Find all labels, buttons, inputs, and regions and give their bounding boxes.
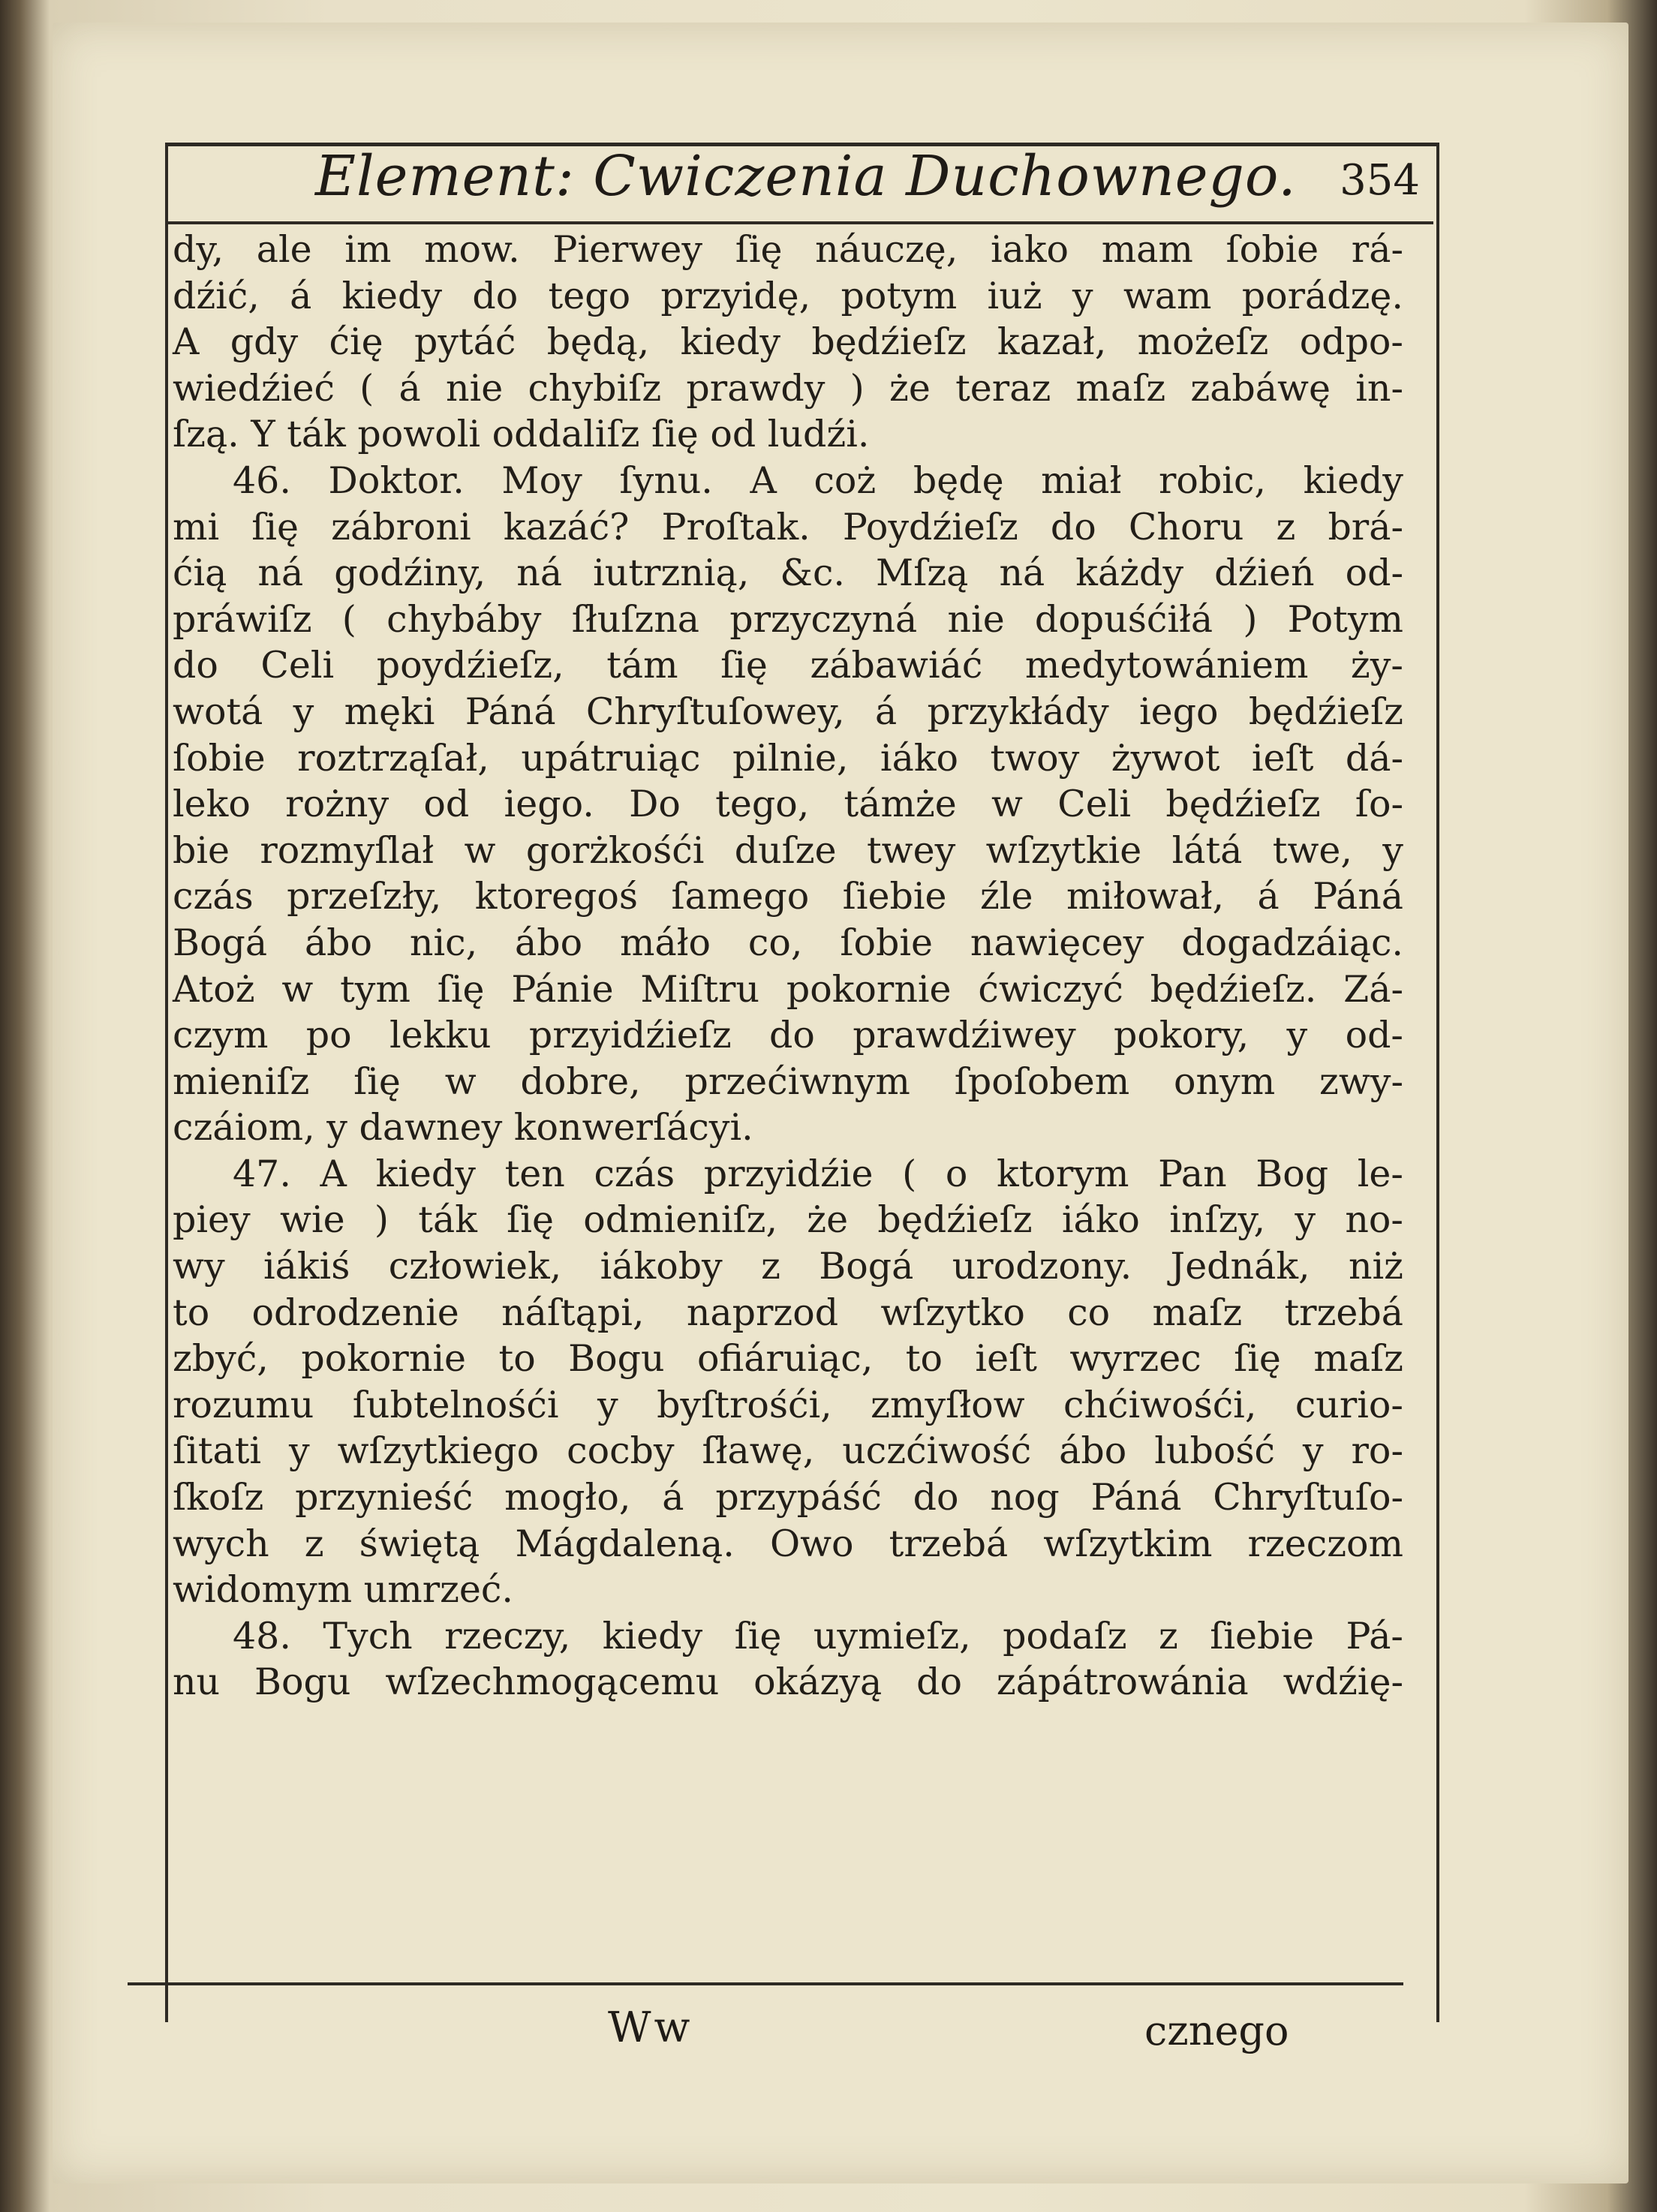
text-line: 46. Doktor. Moy ſynu. A coż będę miał robic, kiedy: [233, 458, 1403, 502]
text-line: wotá y męki Páná Chryſtuſowey, á przykłády iego będźieſz: [173, 690, 1403, 733]
text-line: zbyć, pokornie to Bogu ofiáruiąc, to ieſt wyrzec ſię maſz: [173, 1337, 1403, 1381]
text-line: wych z świętą Mágdaleną. Owo trzebá wſzytkim rzeczom: [173, 1522, 1403, 1565]
text-line: dźić, á kiedy do tego przyidę, potym iuż y wam porádzę.: [173, 274, 1403, 317]
body-text: [173, 227, 1403, 1706]
bottom-rule: [128, 1982, 1403, 1985]
text-line: ſkoſz przynieść mogło, á przypáść do nog Páná Chryſtuſo-: [173, 1476, 1403, 1519]
text-line: piey wie ) ták ſię odmieniſz, że będźieſz iáko inſzy, y no-: [173, 1198, 1403, 1242]
running-title: Element: Cwiczenia Duchownego.: [315, 144, 1297, 209]
running-header: [165, 135, 1433, 224]
text-line: do Celi poydźieſz, tám ſię zábawiáć medytowániem ży-: [173, 644, 1403, 687]
text-line: bie rozmyſlał w gorżkośći duſze twey wſzytkie látá twe, y: [173, 828, 1403, 872]
text-line: 47. A kiedy ten czás przyidźie ( o ktorym Pan Bog le-: [233, 1152, 1403, 1195]
text-line: to odrodzenie náſtąpi, naprzod wſzytko co maſz trzebá: [173, 1291, 1403, 1334]
text-line: 48. Tych rzeczy, kiedy ſię uymieſz, podaſz z ſiebie Pá-: [233, 1614, 1403, 1657]
text-line: wiedźieć ( á nie chybiſz prawdy ) że teraz maſz zabáwę in-: [173, 366, 1403, 410]
text-line: dy, ale im mow. Pierwey ſię náuczę, iako mam ſobie rá-: [173, 228, 1403, 271]
text-line: ćią ná godźiny, ná iutrznią, &c. Mſzą ná káżdy dźień od-: [173, 551, 1403, 595]
text-line: Bogá ábo nic, ábo máło co, ſobie nawięcey dogadzáiąc.: [173, 921, 1403, 964]
text-line: nu Bogu wſzechmogącemu okázyą do zápátrowánia wdźię-: [173, 1661, 1403, 1704]
text-line: czáiom, y dawney konwerſácyi.: [173, 1106, 753, 1150]
page-number: 354: [1340, 156, 1420, 205]
text-line: mieniſz ſię w dobre, przećiwnym ſpoſobem onym zwy-: [173, 1059, 1403, 1103]
text-line: leko rożny od iego. Do tego, támże w Celi będźieſz ſo-: [173, 783, 1403, 826]
book-page: [53, 23, 1628, 2183]
text-line: czás przeſzły, ktoregoś ſamego ſiebie źle miłował, á Páná: [173, 875, 1403, 918]
text-line: mi ſię zábroni kazáć? Proſtak. Poydźieſz do Choru z brá-: [173, 505, 1403, 548]
text-line: práwiſz ( chybáby ſłuſzna przyczyná nie dopuśćiłá ) Potym: [173, 597, 1403, 641]
text-line: A gdy ćię pytáć będą, kiedy będźieſz kazał, możeſz odpo-: [173, 320, 1403, 364]
text-line: Atoż w tym ſię Pánie Miſtru pokornie ćwiczyć będźieſz. Zá-: [173, 967, 1403, 1011]
catchword: cznego: [1144, 2007, 1289, 2054]
text-line: ſitati y wſzytkiego cocby ſławę, uczćiwość ábo lubość y ro-: [173, 1429, 1403, 1473]
text-line: czym po lekku przyidźieſz do prawdźiwey pokory, y od-: [173, 1014, 1403, 1057]
text-line: rozumu ſubtelnośći y byſtrośći, zmyſłow chćiwośći, curio-: [173, 1383, 1403, 1426]
text-line: ſzą. Y ták powoli oddaliſz ſię od ludźi.: [173, 413, 870, 456]
text-line: wy iákiś człowiek, iákoby z Bogá urodzony. Jednák, niż: [173, 1245, 1403, 1288]
text-line: ſobie roztrząſał, upátruiąc pilnie, iáko twoy żywot ieſt dá-: [173, 736, 1403, 780]
signature-mark: Ww: [608, 2003, 693, 2052]
text-line: widomym umrzeć.: [173, 1568, 513, 1612]
